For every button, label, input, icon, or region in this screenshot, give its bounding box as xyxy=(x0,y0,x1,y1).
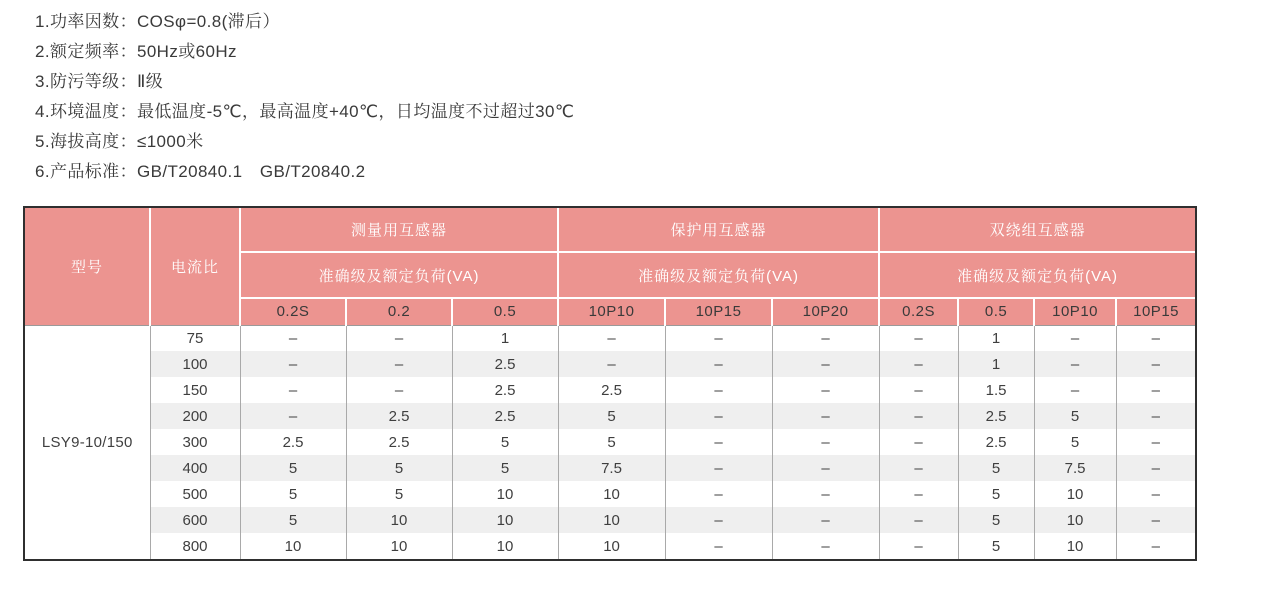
header-group-dual-winding: 双绕组互感器 xyxy=(879,208,1195,252)
value-cell: 7.5 xyxy=(558,455,665,481)
value-cell: 5 xyxy=(346,455,452,481)
header-class: 10P10 xyxy=(558,298,665,325)
value-cell: 10 xyxy=(1034,533,1116,559)
spec-line: 5.海拔高度：≤1000米 xyxy=(35,132,204,151)
value-cell: 5 xyxy=(958,533,1034,559)
value-cell: 2.5 xyxy=(240,429,346,455)
header-class: 10P15 xyxy=(1116,298,1195,325)
header-class: 0.5 xyxy=(958,298,1034,325)
value-cell: – xyxy=(1151,381,1160,399)
value-cell: 5 xyxy=(452,455,558,481)
ratings-table xyxy=(25,208,1195,559)
header-model: 型号 xyxy=(25,208,150,325)
header-subtitle-dual-winding: 准确级及额定负荷(VA) xyxy=(879,252,1195,298)
value-cell: – xyxy=(1034,325,1116,351)
table-row xyxy=(25,429,1195,455)
value-cell: – xyxy=(772,351,879,377)
value-cell: – xyxy=(879,455,958,481)
value-cell: 1 xyxy=(452,325,558,351)
value-cell: 10 xyxy=(558,533,665,559)
ratio-cell: 800 xyxy=(150,533,240,559)
value-cell: – xyxy=(240,403,346,429)
value-cell: 5 xyxy=(240,481,346,507)
value-cell: 1 xyxy=(958,325,1034,351)
value-cell: – xyxy=(772,377,879,403)
header-class: 0.5 xyxy=(452,298,558,325)
value-cell: – xyxy=(665,325,772,351)
spec-line: 6.产品标准：GB/T20840.1 GB/T20840.2 xyxy=(35,162,366,181)
ratio-cell: 500 xyxy=(150,481,240,507)
header-class: 10P20 xyxy=(772,298,879,325)
value-cell: – xyxy=(1151,537,1160,555)
value-cell: – xyxy=(665,403,772,429)
value-cell: – xyxy=(879,325,958,351)
value-cell: 10 xyxy=(558,507,665,533)
value-cell: 5 xyxy=(1034,403,1116,429)
value-cell: 2.5 xyxy=(958,429,1034,455)
value-cell: 5 xyxy=(240,455,346,481)
value-cell: – xyxy=(879,429,958,455)
value-cell: – xyxy=(1151,485,1160,503)
value-cell: – xyxy=(1151,329,1160,347)
ratio-cell: 200 xyxy=(150,403,240,429)
value-cell: 2.5 xyxy=(958,403,1034,429)
ratio-cell: 400 xyxy=(150,455,240,481)
ratio-cell: 150 xyxy=(150,377,240,403)
value-cell: – xyxy=(1034,377,1116,403)
table-row xyxy=(25,455,1195,481)
value-cell: – xyxy=(665,481,772,507)
header-subtitle-measuring: 准确级及额定负荷(VA) xyxy=(240,252,558,298)
value-cell: 5 xyxy=(240,507,346,533)
value-cell: 10 xyxy=(1034,481,1116,507)
spec-line: 1.功率因数：COSφ=0.8(滞后） xyxy=(35,12,280,31)
value-cell: – xyxy=(346,351,452,377)
value-cell: – xyxy=(558,351,665,377)
value-cell: – xyxy=(346,377,452,403)
header-class: 0.2 xyxy=(346,298,452,325)
value-cell: – xyxy=(772,481,879,507)
value-cell: 10 xyxy=(452,481,558,507)
value-cell: – xyxy=(879,403,958,429)
value-cell: 5 xyxy=(1034,429,1116,455)
value-cell: – xyxy=(879,481,958,507)
spec-line: 3.防污等级：Ⅱ级 xyxy=(35,72,164,91)
ratings-table-wrap xyxy=(23,206,1197,561)
value-cell: – xyxy=(772,429,879,455)
value-cell: – xyxy=(879,351,958,377)
table-row xyxy=(25,533,1195,559)
value-cell: 10 xyxy=(240,533,346,559)
value-cell: – xyxy=(879,533,958,559)
header-group-measuring: 测量用互感器 xyxy=(240,208,558,252)
value-cell: 2.5 xyxy=(558,377,665,403)
value-cell: – xyxy=(772,455,879,481)
value-cell: – xyxy=(1151,433,1160,451)
table-row xyxy=(25,351,1195,377)
value-cell: – xyxy=(346,325,452,351)
value-cell: – xyxy=(879,507,958,533)
value-cell: – xyxy=(879,377,958,403)
value-cell: 10 xyxy=(452,533,558,559)
header-group-protective: 保护用互感器 xyxy=(558,208,879,252)
value-cell: – xyxy=(772,403,879,429)
header-ratio: 电流比 xyxy=(150,208,240,325)
ratio-cell: 100 xyxy=(150,351,240,377)
value-cell: 10 xyxy=(558,481,665,507)
value-cell: 5 xyxy=(958,455,1034,481)
value-cell: – xyxy=(665,377,772,403)
value-cell: 2.5 xyxy=(452,351,558,377)
value-cell: – xyxy=(772,325,879,351)
value-cell: – xyxy=(772,507,879,533)
spec-line: 2.额定频率：50Hz或60Hz xyxy=(35,42,237,61)
table-row xyxy=(25,403,1195,429)
spec-list xyxy=(0,0,1267,187)
value-cell: 5 xyxy=(558,403,665,429)
header-subtitle-protective: 准确级及额定负荷(VA) xyxy=(558,252,879,298)
value-cell: 5 xyxy=(958,507,1034,533)
value-cell: 10 xyxy=(1034,507,1116,533)
table-row xyxy=(25,377,1195,403)
value-cell: – xyxy=(665,351,772,377)
value-cell: 10 xyxy=(452,507,558,533)
value-cell: – xyxy=(772,533,879,559)
value-cell: – xyxy=(665,507,772,533)
value-cell: 2.5 xyxy=(346,429,452,455)
value-cell: – xyxy=(1151,459,1160,477)
header-class: 0.2S xyxy=(879,298,958,325)
value-cell: 10 xyxy=(346,507,452,533)
value-cell: – xyxy=(665,455,772,481)
value-cell: – xyxy=(665,533,772,559)
table-row xyxy=(25,325,1195,351)
value-cell: – xyxy=(665,429,772,455)
value-cell: – xyxy=(558,325,665,351)
value-cell: 5 xyxy=(346,481,452,507)
value-cell: 5 xyxy=(558,429,665,455)
ratio-cell: 300 xyxy=(150,429,240,455)
table-body xyxy=(25,325,1195,559)
value-cell: – xyxy=(240,351,346,377)
value-cell: 5 xyxy=(958,481,1034,507)
value-cell: 2.5 xyxy=(452,377,558,403)
value-cell: 10 xyxy=(346,533,452,559)
value-cell: – xyxy=(1151,407,1160,425)
spec-line: 4.环境温度：最低温度-5℃，最高温度+40℃，日均温度不过超过30℃ xyxy=(35,102,575,121)
table-row xyxy=(25,481,1195,507)
value-cell: – xyxy=(1034,351,1116,377)
value-cell: 5 xyxy=(452,429,558,455)
value-cell: – xyxy=(240,377,346,403)
value-cell: 1 xyxy=(958,351,1034,377)
value-cell: – xyxy=(1151,355,1160,373)
value-cell: – xyxy=(1151,511,1160,529)
ratio-cell: 75 xyxy=(150,325,240,351)
value-cell: 2.5 xyxy=(346,403,452,429)
value-cell: 7.5 xyxy=(1034,455,1116,481)
value-cell: 1.5 xyxy=(958,377,1034,403)
table-row xyxy=(25,507,1195,533)
value-cell: 2.5 xyxy=(452,403,558,429)
model-cell: LSY9-10/150 xyxy=(25,325,150,559)
header-class: 10P15 xyxy=(665,298,772,325)
header-class: 10P10 xyxy=(1034,298,1116,325)
table-header xyxy=(25,208,1195,325)
header-class: 0.2S xyxy=(240,298,346,325)
value-cell: – xyxy=(240,325,346,351)
ratio-cell: 600 xyxy=(150,507,240,533)
